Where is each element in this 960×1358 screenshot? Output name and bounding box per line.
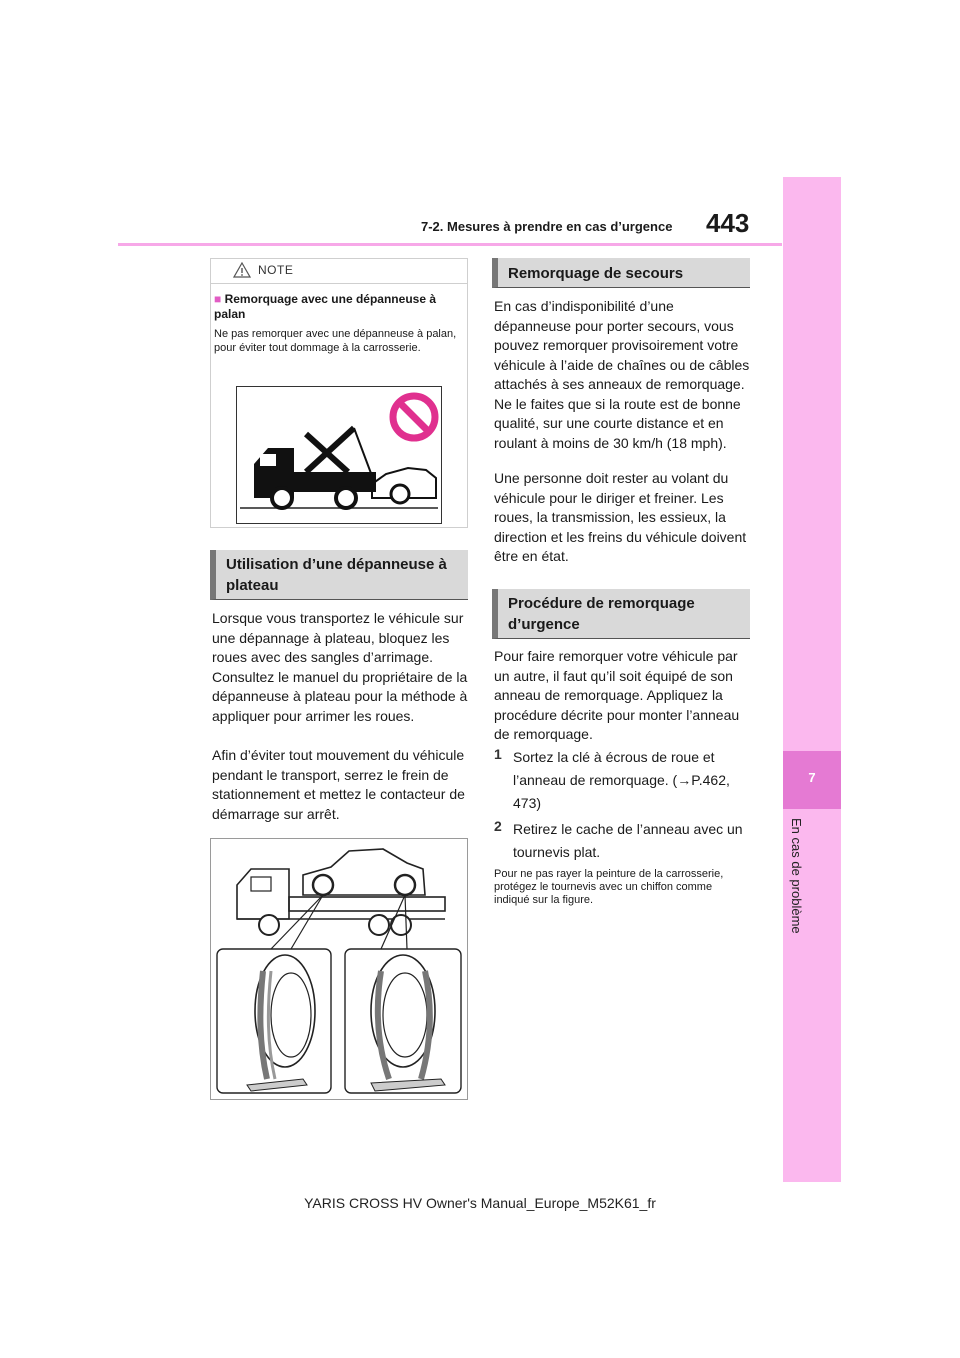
flatbed-paragraph-2: Afin d’éviter tout mouvement du véhicule pendant le transport, serrez le frein de stationnement et mettez le contacteur de démarrage sur arrêt. bbox=[212, 747, 465, 822]
flatbed-paragraph-1: Lorsque vous transportez le véhicule sur une dépannage à plateau, bloquez les roues avec des sangles d’arrimage. Consultez le manuel du propriétaire de la dépanneuse à plateau pour la méthode à appliquer pour arrimer les roues. bbox=[212, 610, 468, 724]
note-subhead-text: Remorquage avec une dépanneuse à palan bbox=[214, 292, 436, 321]
note-bullet: ■ bbox=[214, 292, 222, 306]
note-subhead bbox=[214, 292, 464, 322]
page-number: 443 bbox=[706, 208, 750, 238]
emergency-paragraph-2: Une personne doit rester au volant du véhicule pour le diriger et freiner. Les roues, la transmission, les essieux, la direction et les freins du véhicule doivent être en état. bbox=[494, 470, 747, 564]
step-text: Sortez la clé à écrous de roue et l’anneau de remorquage. (→P.462, 473) bbox=[513, 749, 730, 811]
step-number: 2 bbox=[494, 818, 502, 834]
heading-tow-procedure: Procédure de remorquage d’urgence bbox=[492, 589, 750, 639]
section-title: 7-2. Mesures à prendre en cas d’urgence bbox=[421, 219, 673, 234]
chapter-label: En cas de problème bbox=[789, 818, 804, 934]
step-number: 1 bbox=[494, 746, 502, 762]
tow-truck-prohibited-illustration bbox=[236, 386, 442, 524]
step-text: Retirez le cache de l’anneau avec un tournevis plat. bbox=[513, 821, 743, 860]
heading-emergency-tow: Remorquage de secours bbox=[492, 258, 750, 288]
chapter-number: 7 bbox=[808, 770, 816, 785]
procedure-paragraph: Pour faire remorquer votre véhicule par un autre, il faut qu’il soit équipé de son anneau de remorquage. Appliquez la procédure décrite pour monter l’anneau de remorquage. bbox=[494, 648, 740, 742]
note-label: NOTE bbox=[258, 263, 294, 277]
footer-manual-id: YARIS CROSS HV Owner's Manual_Europe_M52K61_fr bbox=[304, 1195, 656, 1211]
procedure-note: Pour ne pas rayer la peinture de la carrosserie, protégez le tournevis avec un chiffon comme indiqué sur la figure. bbox=[494, 868, 724, 906]
flatbed-straps-illustration bbox=[211, 839, 467, 1099]
header-rule bbox=[118, 243, 782, 246]
note-text: Ne pas remorquer avec une dépanneuse à palan, pour éviter tout dommage à la carrosserie. bbox=[214, 328, 457, 354]
heading-flatbed-tow: Utilisation d’une dépanneuse à plateau bbox=[210, 550, 468, 600]
emergency-paragraph-1: En cas d’indisponibilité d’une dépanneuse pour porter secours, vous pouvez remorquer provisoirement votre véhicule à l’aide de chaînes ou de câbles attachés à ses anneaux de remorquage. Ne le faites que si la route est de bonne qualité, sur une courte distance et en roulant à moins de 30 km/h (18 mph). bbox=[494, 298, 750, 451]
warning-triangle-icon bbox=[233, 262, 251, 278]
chapter-side-tab bbox=[783, 177, 841, 1182]
